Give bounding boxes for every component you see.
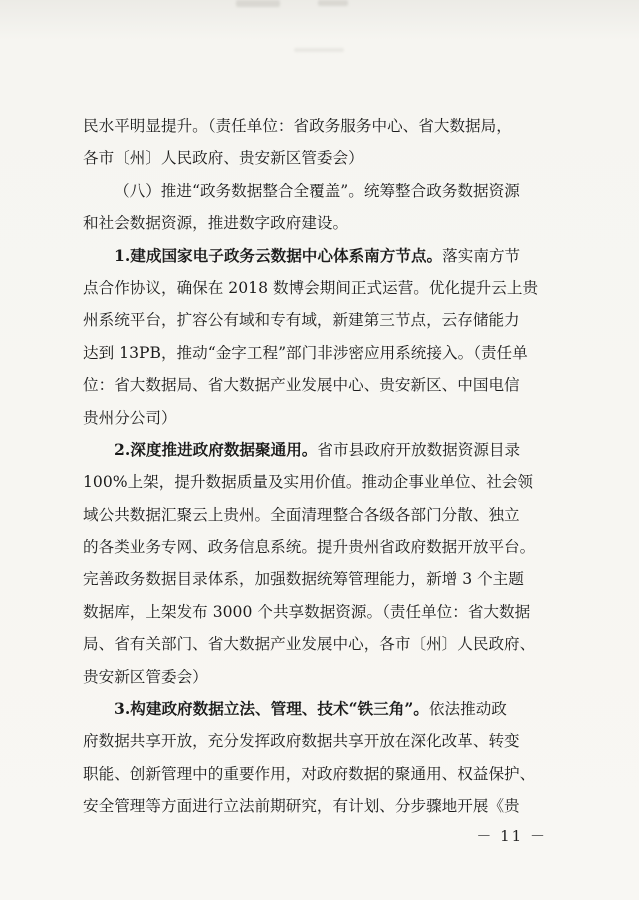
item-heading-line: [83, 434, 563, 466]
text-line: 域公共数据汇聚云上贵州。全面清理整合各级各部门分散、独立: [83, 505, 520, 524]
text-line: 数据库，上架发布 3000 个共享数据资源。（责任单位：省大数据: [83, 602, 531, 621]
text-line: 的各类业务专网、政务信息系统。提升贵州省政府数据开放平台。: [83, 538, 536, 557]
text-line: 府数据共享开放，充分发挥政府数据共享开放在深化改革、转变: [83, 732, 520, 751]
text-line: 贵州分公司）: [83, 408, 177, 427]
text-line: 州系统平台，扩容公有域和专有域，新建第三节点，云存储能力: [83, 311, 520, 330]
text-line: 完善政务数据目录体系，加强数据统筹管理能力，新增 3 个主题: [83, 570, 524, 589]
text-line: 达到 13PB，推动“金字工程”部门非涉密应用系统接入。（责任单: [83, 343, 528, 362]
item-heading-line: [83, 693, 563, 725]
bleed-through-marks: [0, 0, 639, 70]
text-line: 位：省大数据局、省大数据产业发展中心、贵安新区、中国电信: [83, 376, 520, 395]
item-heading-rest: 落实南方节: [442, 246, 521, 265]
text-line: 局、省有关部门、省大数据产业发展中心，各市〔州〕人民政府、: [83, 635, 536, 654]
text-line: 各市〔州〕人民政府、贵安新区管委会）: [83, 149, 364, 168]
text-line: 民水平明显提升。（责任单位：省政务服务中心、省大数据局，: [83, 117, 512, 135]
item-heading: 1.建成国家电子政务云数据中心体系南方节点。: [114, 245, 443, 265]
text-line: 职能、创新管理中的重要作用，对政府数据的聚通用、权益保护、: [83, 764, 536, 783]
text-line: 100%上架，提升数据质量及实用价值。推动企事业单位、社会领: [83, 473, 534, 492]
item-heading-line: [83, 240, 563, 272]
text-line: 安全管理等方面进行立法前期研究，有计划、分步骤地开展《贵: [83, 797, 520, 816]
text-line: 和社会数据资源，推进数字政府建设。: [83, 214, 349, 233]
text-line: 贵安新区管委会）: [83, 667, 208, 686]
item-heading: 2.深度推进政府数据聚通用。: [114, 439, 318, 459]
section-heading-line: （八）推进“政务数据整合全覆盖”。统筹整合政务数据资源: [114, 181, 520, 200]
text-line: 点合作协议，确保在 2018 数博会期间正式运营。优化提升云上贵: [83, 278, 539, 297]
page-number: － 11 －: [476, 827, 547, 845]
item-heading: 3.构建政府数据立法、管理、技术“铁三角”。: [114, 699, 429, 719]
item-heading-rest: 依法推动政: [428, 700, 507, 719]
item-heading-rest: 省市县政府开放数据资源目录: [317, 440, 521, 459]
body-text: [83, 110, 563, 823]
